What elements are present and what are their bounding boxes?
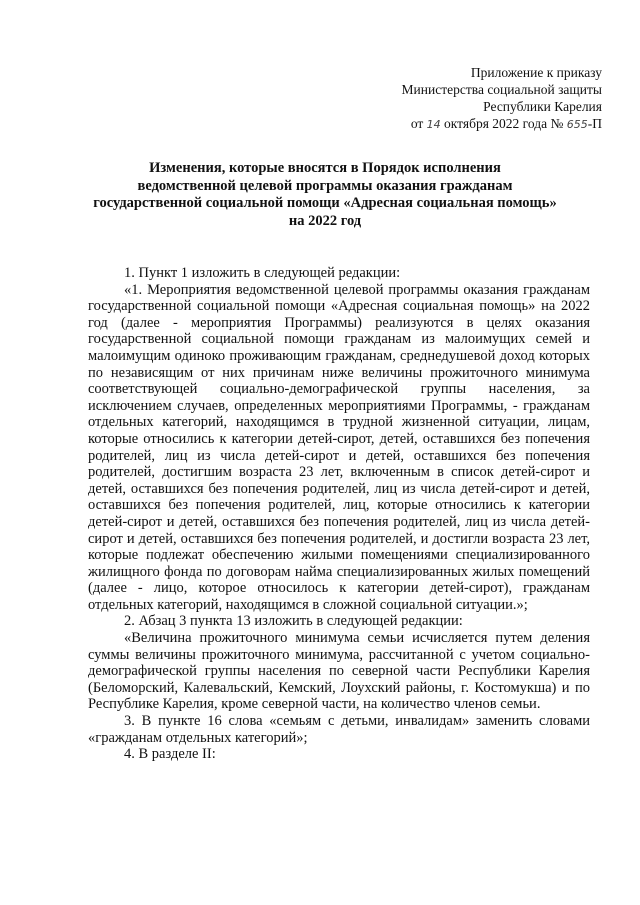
document-title: [70, 160, 580, 230]
approval-header: [402, 64, 602, 133]
paragraph-3: 2. Абзац 3 пункта 13 изложить в следующей редакции:: [124, 613, 463, 630]
paragraph-2: «1. Мероприятия ведомственной целевой программы оказания гражданам государственной социальной помощи «Адресная социальная помощь» на 2022 год (далее - мероприятия Программы) реализуются в целях оказания государственной социальной помощи гражданам из малоимущих семей и малоимущим одиноко проживающим гражданам, среднедушевой доход которых по независящим от них причинам ниже величины прожиточного минимума соответствующей социально-демографической группы населения, за исключением случаев, определенных мероприятиями Программы, - гражданам отдельных категорий, находящимся в трудной жизненной ситуации, лицам, которые относились к категории детей-сирот, детей, оставшихся без попечения родителей, лиц из числа детей-сирот и детей, оставшихся без попечения родителей, достигшим возраста 23 лет, включенным в список детей-сирот и детей, оставшихся без попечения родителей, лиц из числа детей-сирот и детей, оставшихся без попечения родителей, лиц, которые относились к категории детей-сирот и детей, оставшихся без попечения родителей, лиц из числа детей-сирот и детей, оставшихся без попечения родителей, и достигли возраста 23 лет, которые подлежат обеспечению жилыми помещениями специализированного жилищного фонда по договорам найма специализированных жилых помещений (далее - лицо, которое относилось к категории детей-сирот), гражданам отдельных категорий, находящимся в сложной социальной ситуации.»;: [88, 281, 590, 613]
header-line-1: Приложение к приказу: [470, 65, 602, 80]
header-date-prefix: от: [410, 116, 424, 131]
handwritten-day: 14: [426, 118, 441, 131]
header-line-4: [402, 115, 602, 133]
document-body: [88, 265, 590, 763]
paragraph-6: 4. В разделе II:: [124, 746, 216, 763]
header-line-3: Республики Карелия: [483, 99, 602, 114]
paragraph-4: «Величина прожиточного минимума семьи исчисляется путем деления суммы величины прожиточного минимума, рассчитанной с учетом социально-демографической группы населения по северной части Республики Карелия (Беломорский, Калевальский, Кемский, Лоухский районы, г. Костомукша) и по Республике Карелия, кроме северной части, на количество членов семьи.: [88, 630, 590, 713]
paragraph-1: 1. Пункт 1 изложить в следующей редакции:: [124, 265, 401, 281]
handwritten-order-number: 655: [566, 118, 588, 131]
title-line-1: Изменения, которые вносятся в Порядок исполнения: [149, 160, 501, 176]
title-line-3: государственной социальной помощи «Адресная социальная помощь»: [93, 195, 557, 211]
header-order-suffix: -П: [587, 116, 602, 131]
title-line-2: ведомственной целевой программы оказания гражданам: [137, 177, 513, 194]
header-line-2: Министерства социальной защиты: [401, 82, 602, 97]
title-line-4: на 2022 год: [288, 212, 362, 229]
paragraph-5: 3. В пункте 16 слова «семьям с детьми, инвалидам» заменить словами «гражданам отдельных категорий»;: [88, 713, 590, 746]
header-date-text: октября 2022 года №: [444, 116, 564, 131]
